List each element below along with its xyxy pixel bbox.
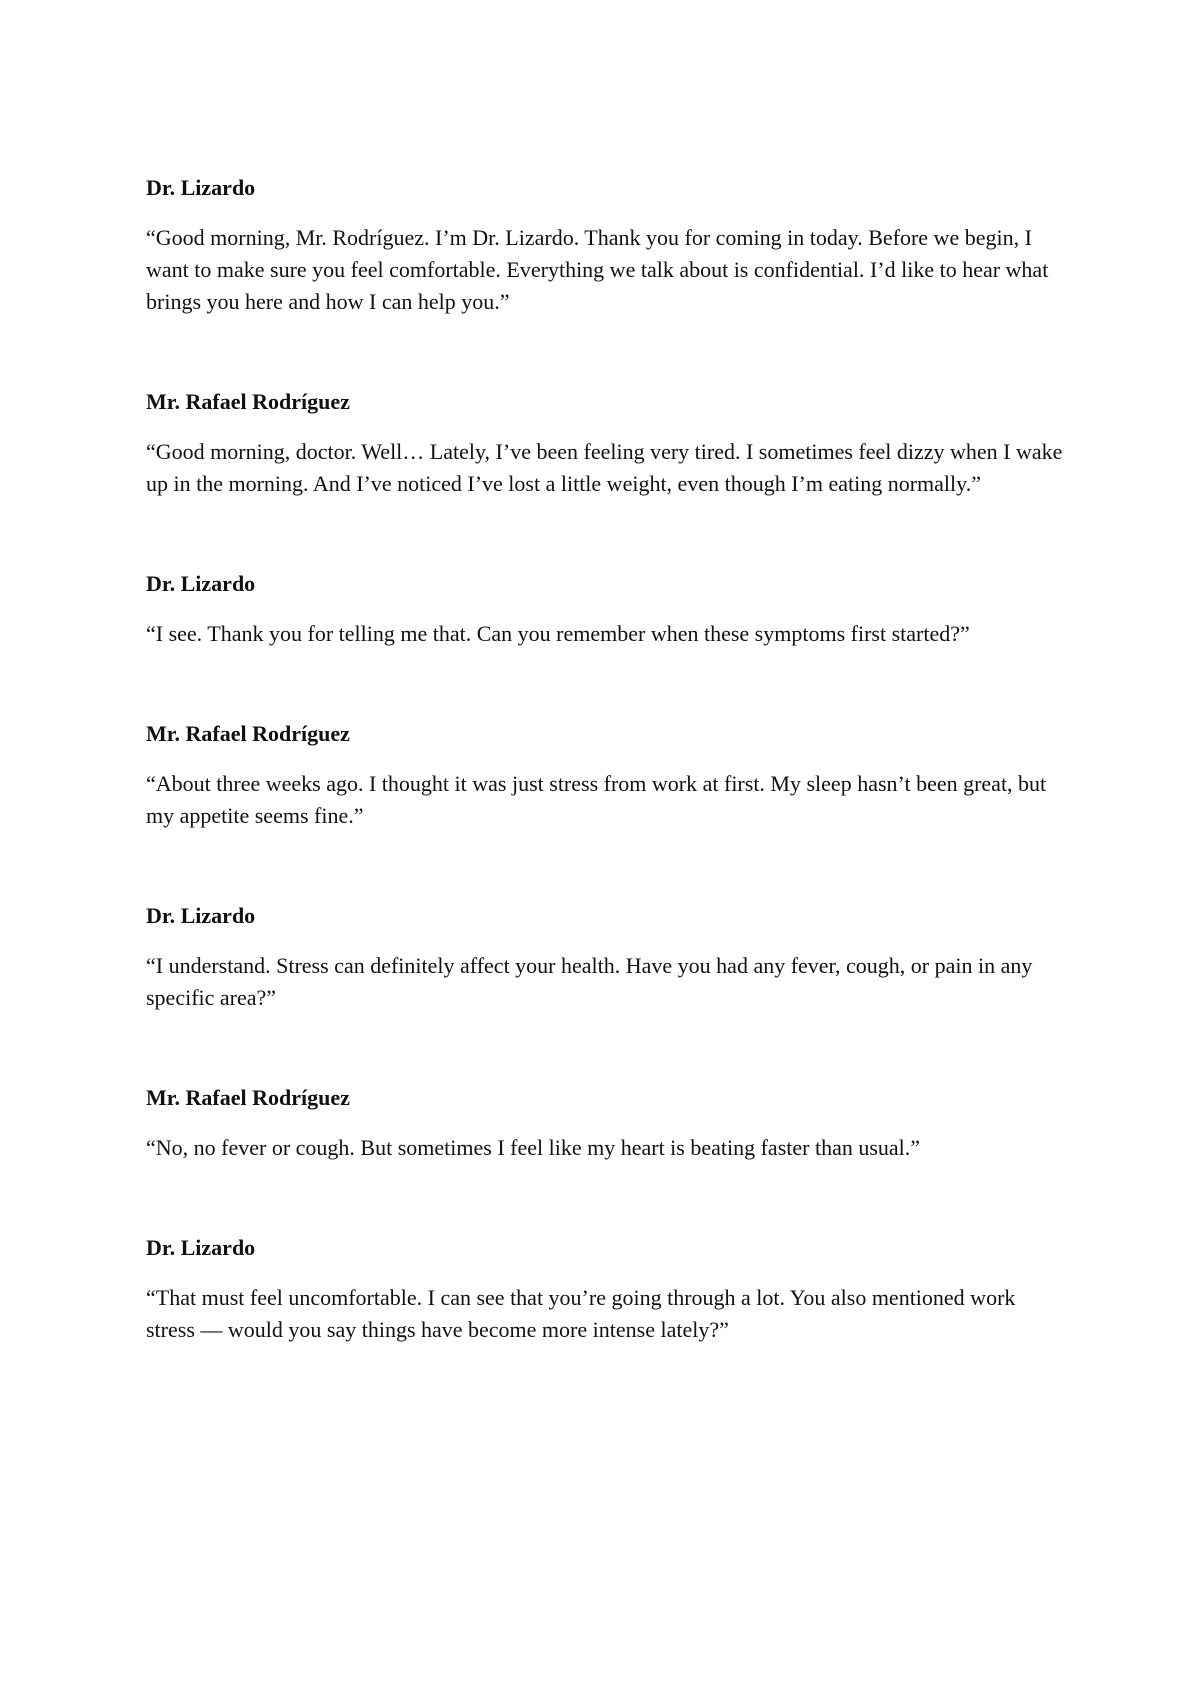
speaker-name: Dr. Lizardo (146, 903, 256, 928)
dialogue-turn (146, 386, 1066, 500)
dialogue-turn (146, 900, 1066, 1014)
speaker-name: Mr. Rafael Rodríguez (146, 389, 350, 414)
dialogue-turn (146, 718, 1066, 832)
utterance-text: “Good morning, doctor. Well… Lately, I’ve been feeling very tired. I sometimes feel dizzy when I wake up in the morning. And I’ve noticed I’ve lost a little weight, even though I’m eating normally.” (146, 439, 1063, 496)
dialogue-turn (146, 1082, 1066, 1164)
utterance-text: “That must feel uncomfortable. I can see that you’re going through a lot. You also mentioned work stress — would you say things have become more intense lately?” (146, 1285, 1016, 1342)
utterance-text: “I understand. Stress can definitely affect your health. Have you had any fever, cough, or pain in any specific area?” (146, 953, 1033, 1010)
utterance-text: “About three weeks ago. I thought it was just stress from work at first. My sleep hasn’t been great, but my appetite seems fine.” (146, 771, 1047, 828)
dialogue-turn (146, 568, 1066, 650)
speaker-name: Mr. Rafael Rodríguez (146, 1085, 350, 1110)
utterance-text: “No, no fever or cough. But sometimes I feel like my heart is beating faster than usual.” (146, 1135, 921, 1160)
speaker-name: Dr. Lizardo (146, 175, 256, 200)
dialogue-turn (146, 172, 1066, 318)
utterance-text: “I see. Thank you for telling me that. Can you remember when these symptoms first started?” (146, 621, 970, 646)
speaker-name: Dr. Lizardo (146, 571, 256, 596)
utterance-text: “Good morning, Mr. Rodríguez. I’m Dr. Lizardo. Thank you for coming in today. Before we begin, I want to make sure you feel comfortable. Everything we talk about is confidential. I’d like to hear what brings you here and how I can help you.” (146, 225, 1049, 314)
dialogue-turn (146, 1232, 1066, 1346)
dialogue-transcript (146, 172, 1066, 1414)
speaker-name: Dr. Lizardo (146, 1235, 256, 1260)
speaker-name: Mr. Rafael Rodríguez (146, 721, 350, 746)
